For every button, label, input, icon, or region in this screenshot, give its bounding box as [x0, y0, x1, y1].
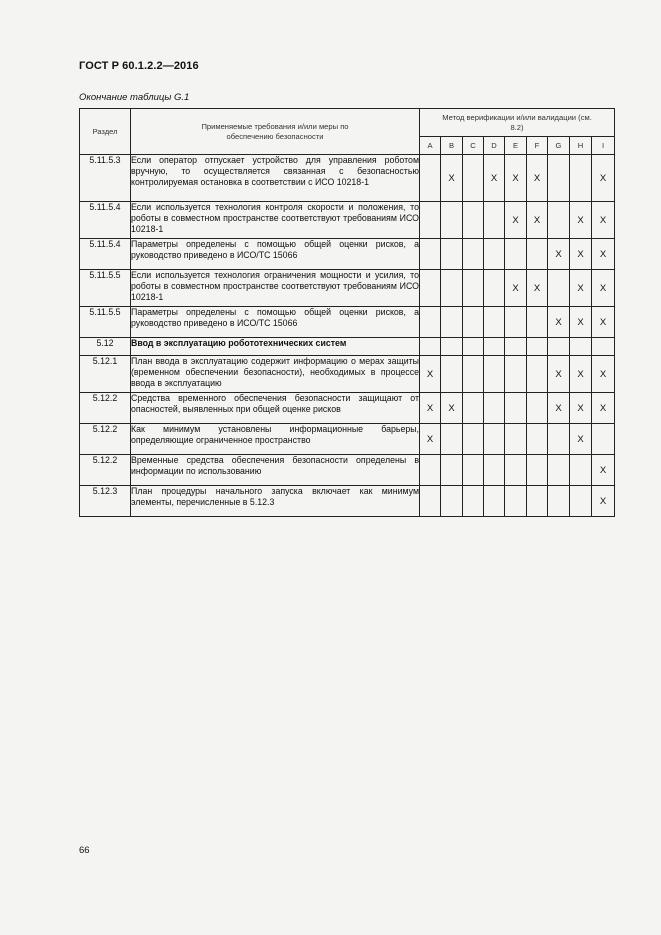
method-mark-b	[441, 356, 463, 393]
method-mark-f	[527, 486, 548, 517]
method-mark-c	[463, 155, 484, 202]
method-mark-a: X	[420, 393, 441, 424]
method-mark-e: X	[505, 270, 527, 307]
table-row	[80, 356, 615, 393]
table-row	[80, 202, 615, 239]
method-mark-f	[527, 455, 548, 486]
document-title: ГОСТ Р 60.1.2.2—2016	[79, 60, 199, 72]
method-mark-i: X	[592, 455, 615, 486]
method-mark-f	[527, 338, 548, 356]
method-mark-a	[420, 338, 441, 356]
method-mark-e: X	[505, 202, 527, 239]
header-letter-g: G	[548, 137, 570, 155]
method-mark-i: X	[592, 393, 615, 424]
header-requirements-text: Применяемые требования и/или меры по обеспечению безопасности	[201, 121, 349, 141]
method-mark-a	[420, 155, 441, 202]
method-mark-a	[420, 307, 441, 338]
header-letter-h: H	[570, 137, 592, 155]
table-row	[80, 239, 615, 270]
method-mark-e	[505, 393, 527, 424]
section-number: 5.11.5.5	[80, 270, 131, 307]
method-mark-b	[441, 338, 463, 356]
table-caption: Окончание таблицы G.1	[79, 92, 190, 103]
method-mark-h	[570, 486, 592, 517]
method-mark-d	[484, 270, 505, 307]
header-letter-d: D	[484, 137, 505, 155]
method-mark-a	[420, 202, 441, 239]
table-row	[80, 307, 615, 338]
method-mark-f: X	[527, 155, 548, 202]
method-mark-b	[441, 455, 463, 486]
section-number: 5.12.2	[80, 424, 131, 455]
method-mark-c	[463, 486, 484, 517]
method-mark-d	[484, 424, 505, 455]
table-row	[80, 338, 615, 356]
method-mark-h: X	[570, 270, 592, 307]
method-mark-f	[527, 356, 548, 393]
requirement-text: Если оператор отпускает устройство для управления роботом вручную, то осуществляется связанная с безопасностью контролируемая остановка в соответствии с ИСО 10218-1	[131, 155, 420, 202]
section-number: 5.11.5.4	[80, 239, 131, 270]
method-mark-h: X	[570, 393, 592, 424]
method-mark-i: X	[592, 270, 615, 307]
method-mark-d	[484, 307, 505, 338]
section-number: 5.11.5.4	[80, 202, 131, 239]
method-mark-b	[441, 239, 463, 270]
method-mark-e	[505, 307, 527, 338]
method-mark-h: X	[570, 424, 592, 455]
header-method	[420, 109, 615, 137]
method-mark-i: X	[592, 239, 615, 270]
method-mark-a: X	[420, 424, 441, 455]
requirement-text: Временные средства обеспечения безопасности определены в информации по использованию	[131, 455, 420, 486]
method-mark-g: X	[548, 356, 570, 393]
method-mark-h	[570, 338, 592, 356]
method-mark-h: X	[570, 239, 592, 270]
section-number: 5.12	[80, 338, 131, 356]
method-mark-b	[441, 424, 463, 455]
requirement-text: Если используется технология контроля скорости и положения, то роботы в совместном пространстве соответствуют требованиям ИСО 10218-1	[131, 202, 420, 239]
table-row	[80, 424, 615, 455]
table-row	[80, 486, 615, 517]
method-mark-c	[463, 202, 484, 239]
method-mark-d	[484, 239, 505, 270]
method-mark-g	[548, 202, 570, 239]
method-mark-g: X	[548, 239, 570, 270]
requirement-text: План процедуры начального запуска включает как минимум элементы, перечисленные в 5.12.3	[131, 486, 420, 517]
section-number: 5.12.1	[80, 356, 131, 393]
method-mark-b: X	[441, 393, 463, 424]
method-mark-e	[505, 424, 527, 455]
method-mark-f	[527, 393, 548, 424]
method-mark-c	[463, 239, 484, 270]
method-mark-g	[548, 455, 570, 486]
method-mark-i: X	[592, 155, 615, 202]
page-number: 66	[79, 845, 90, 856]
table-row	[80, 270, 615, 307]
header-letter-e: E	[505, 137, 527, 155]
method-mark-h	[570, 155, 592, 202]
method-mark-c	[463, 455, 484, 486]
method-mark-a	[420, 239, 441, 270]
method-mark-g	[548, 486, 570, 517]
method-mark-g	[548, 338, 570, 356]
method-mark-i	[592, 338, 615, 356]
method-mark-d	[484, 455, 505, 486]
section-number: 5.12.3	[80, 486, 131, 517]
header-letter-i: I	[592, 137, 615, 155]
method-mark-d	[484, 393, 505, 424]
method-mark-f: X	[527, 202, 548, 239]
method-mark-b	[441, 270, 463, 307]
section-number: 5.11.5.5	[80, 307, 131, 338]
method-mark-a	[420, 270, 441, 307]
method-mark-c	[463, 356, 484, 393]
method-mark-i	[592, 424, 615, 455]
method-mark-b: X	[441, 155, 463, 202]
method-mark-g	[548, 424, 570, 455]
method-mark-d: X	[484, 155, 505, 202]
requirement-text: Если используется технология ограничения мощности и усилия, то роботы в совместном пространстве соответствуют требованиям ИСО 10218-1	[131, 270, 420, 307]
table-row	[80, 393, 615, 424]
method-mark-b	[441, 486, 463, 517]
header-letter-f: F	[527, 137, 548, 155]
method-mark-i: X	[592, 356, 615, 393]
table-body	[80, 155, 615, 517]
method-mark-c	[463, 338, 484, 356]
method-mark-f	[527, 307, 548, 338]
method-mark-d	[484, 338, 505, 356]
header-method-text: Метод верификации и/или валидации (см. 8.2)	[442, 112, 592, 132]
header-letter-a: A	[420, 137, 441, 155]
method-mark-e	[505, 356, 527, 393]
requirement-text: План ввода в эксплуатацию содержит информацию о мерах защиты (временном обеспечении безопасности), необходимых в процессе ввода в эксплуатацию	[131, 356, 420, 393]
header-letter-b: B	[441, 137, 463, 155]
method-mark-h: X	[570, 307, 592, 338]
method-mark-d	[484, 356, 505, 393]
method-mark-c	[463, 424, 484, 455]
section-number: 5.11.5.3	[80, 155, 131, 202]
requirement-text: Параметры определены с помощью общей оценки рисков, а руководство приведено в ИСО/ТС 15066	[131, 307, 420, 338]
method-mark-e	[505, 455, 527, 486]
header-section: Раздел	[80, 109, 131, 155]
method-mark-e	[505, 338, 527, 356]
header-requirements	[131, 109, 420, 155]
method-mark-c	[463, 307, 484, 338]
section-number: 5.12.2	[80, 455, 131, 486]
method-mark-b	[441, 202, 463, 239]
method-mark-i: X	[592, 202, 615, 239]
method-mark-e: X	[505, 155, 527, 202]
method-mark-g	[548, 270, 570, 307]
method-mark-d	[484, 486, 505, 517]
method-mark-g: X	[548, 307, 570, 338]
method-mark-h: X	[570, 202, 592, 239]
method-mark-i: X	[592, 486, 615, 517]
method-mark-f: X	[527, 270, 548, 307]
method-mark-f	[527, 239, 548, 270]
requirements-table	[79, 108, 615, 517]
requirement-text: Средства временного обеспечения безопасности защищают от опасностей, выявленных при общей оценке рисков	[131, 393, 420, 424]
method-mark-f	[527, 424, 548, 455]
method-mark-c	[463, 393, 484, 424]
header-letter-c: C	[463, 137, 484, 155]
method-mark-i: X	[592, 307, 615, 338]
method-mark-a	[420, 455, 441, 486]
method-mark-c	[463, 270, 484, 307]
requirement-text: Как минимум установлены информационные барьеры, определяющие ограниченное пространство	[131, 424, 420, 455]
section-number: 5.12.2	[80, 393, 131, 424]
method-mark-g	[548, 155, 570, 202]
method-mark-b	[441, 307, 463, 338]
method-mark-a: X	[420, 356, 441, 393]
table-row	[80, 155, 615, 202]
section-heading: Ввод в эксплуатацию робототехнических систем	[131, 338, 420, 356]
table-row	[80, 455, 615, 486]
method-mark-e	[505, 486, 527, 517]
requirement-text: Параметры определены с помощью общей оценки рисков, а руководство приведено в ИСО/ТС 15066	[131, 239, 420, 270]
method-mark-g: X	[548, 393, 570, 424]
method-mark-h: X	[570, 356, 592, 393]
method-mark-d	[484, 202, 505, 239]
method-mark-a	[420, 486, 441, 517]
method-mark-h	[570, 455, 592, 486]
method-mark-e	[505, 239, 527, 270]
